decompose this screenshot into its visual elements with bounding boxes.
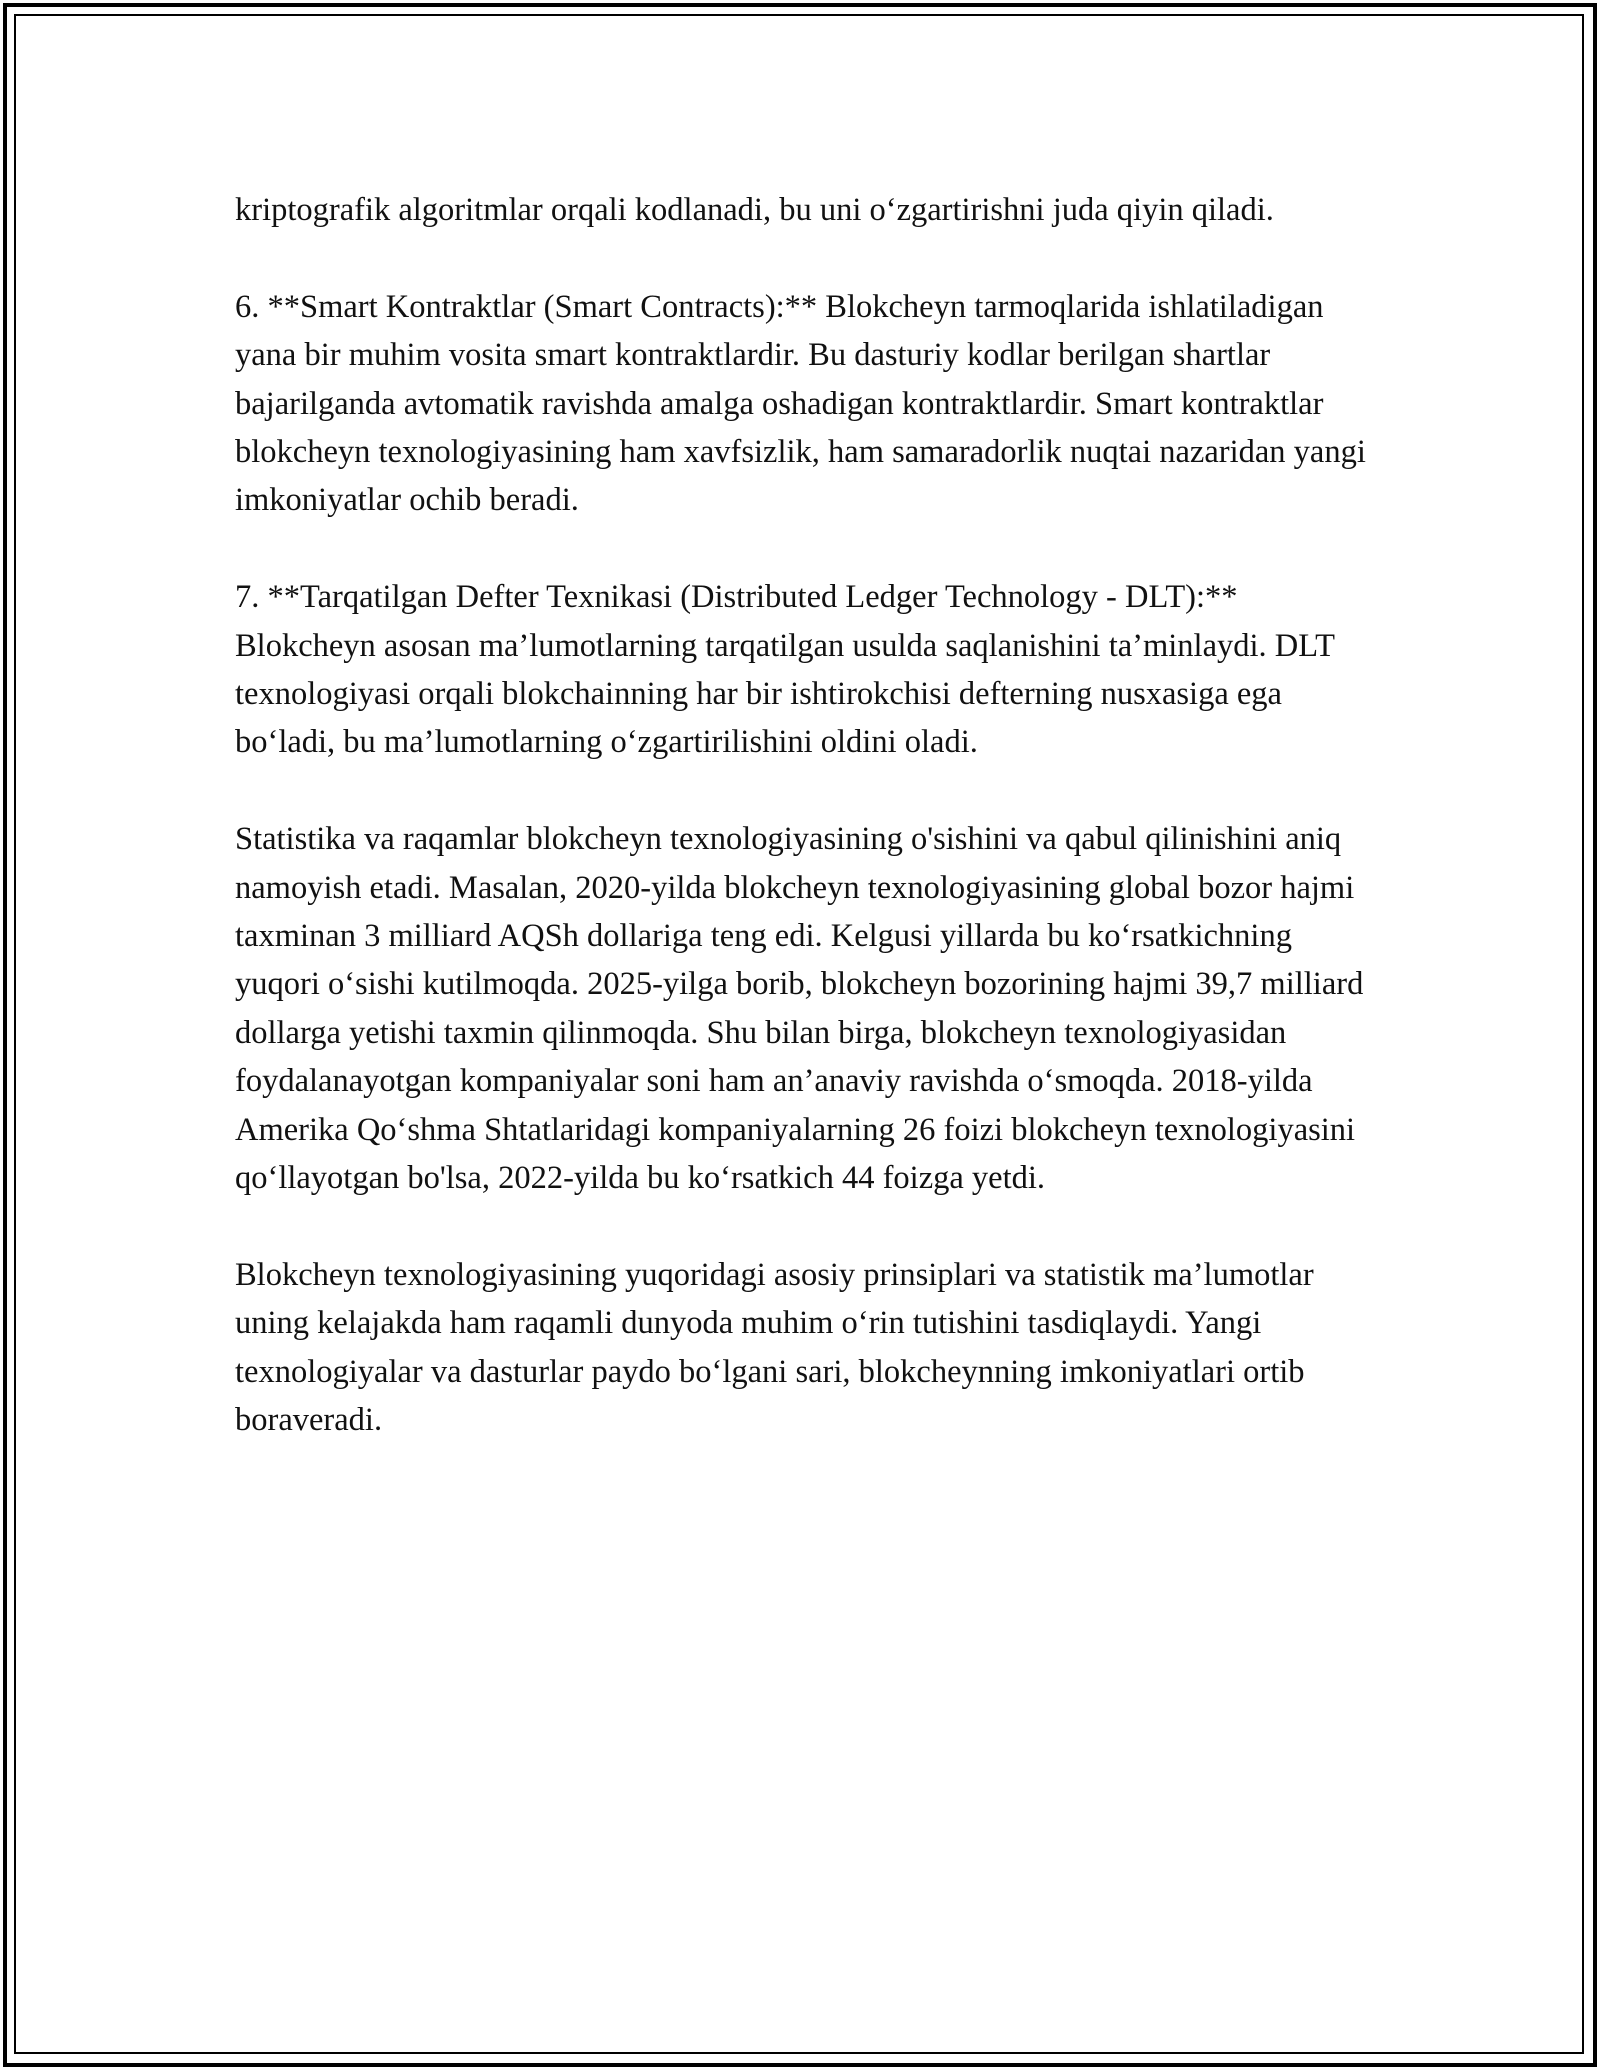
document-body: [235, 186, 1375, 1493]
paragraph-smart-contracts: 6. **Smart Kontraktlar (Smart Contracts):** Blokcheyn tarmoqlarida ishlatiladigan yana bir muhim vosita smart kontraktlardir. Bu dasturiy kodlar berilgan shartlar bajarilganda avtomatik ravishda amalga oshadigan kontraktlardir. Smart kontraktlar blokcheyn texnologiyasining ham xavfsizlik, ham samaradorlik nuqtai nazaridan yangi imkoniyatlar ochib beradi.: [235, 288, 1366, 519]
paragraph-distributed-ledger: 7. **Tarqatilgan Defter Texnikasi (Distributed Ledger Technology - DLT):** Blokcheyn asosan ma’lumotlarning tarqatilgan usulda saqlanishini ta’minlaydi. DLT texnologiyasi orqali blokchainning har bir ishtirokchisi defterning nusxasiga ega bo‘ladi, bu ma’lumotlarning o‘zgartirilishini oldini oladi.: [235, 579, 1335, 761]
paragraph-conclusion: Blokcheyn texnologiyasining yuqoridagi asosiy prinsiplari va statistik ma’lumotlar uning kelajakda ham raqamli dunyoda muhim o‘rin tutishini tasdiqlaydi. Yangi texnologiyalar va dasturlar paydo bo‘lgani sari, blokcheynning imkoniyatlari ortib boraveradi.: [235, 1256, 1314, 1439]
paragraph-statistics: Statistika va raqamlar blokcheyn texnologiyasining o'sishini va qabul qilinishini aniq namoyish etadi. Masalan, 2020-yilda blokcheyn texnologiyasining global bozor hajmi taxminan 3 milliard AQSh dollariga teng edi. Kelgusi yillarda bu ko‘rsatkichning yuqori o‘sishi kutilmoqda. 2025-yilga borib, blokcheyn bozorining hajmi 39,7 milliard dollarga yetishi taxmin qilinmoqda. Shu bilan birga, blokcheyn texnologiyasidan foydalanayotgan kompaniyalar soni ham an’anaviy ravishda o‘smoqda. 2018-yilda Amerika Qo‘shma Shtatlaridagi kompaniyalarning 26 foizi blokcheyn texnologiyasini qo‘llayotgan bo'lsa, 2022-yilda bu ko‘rsatkich 44 foizga yetdi.: [235, 821, 1364, 1197]
paragraph-crypto-continuation: kriptografik algoritmlar orqali kodlanadi, bu uni o‘zgartirishni juda qiyin qiladi.: [235, 192, 1274, 228]
